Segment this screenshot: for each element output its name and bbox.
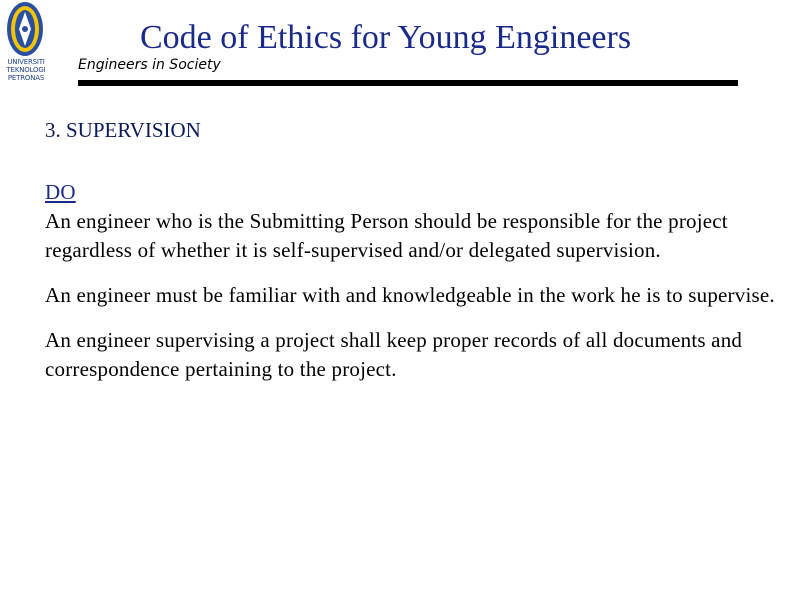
logo-line: PETRONAS [7, 74, 45, 82]
utp-logo [2, 0, 50, 90]
page-subtitle: Engineers in Society [78, 57, 221, 73]
utp-logo-text [2, 58, 50, 82]
logo-line: UNIVERSITI [7, 58, 45, 66]
utp-emblem-icon [5, 0, 45, 58]
paragraph: An engineer must be familiar with and knowledgeable in the work he is to supervise. [45, 283, 775, 307]
section-heading: 3. SUPERVISION [45, 118, 201, 142]
page-title: Code of Ethics for Young Engineers [140, 19, 632, 56]
paragraph: An engineer supervising a project shall keep proper records of all documents and correspondence pertaining to the project. [45, 328, 743, 381]
header-divider [78, 80, 738, 86]
paragraph: An engineer who is the Submitting Person should be responsible for the project regardless of whether it is self-supervised and/or delegated supervision. [45, 209, 728, 262]
do-label: DO [45, 180, 76, 204]
section-content [45, 178, 785, 400]
logo-line: TEKNOLOGI [6, 66, 46, 74]
